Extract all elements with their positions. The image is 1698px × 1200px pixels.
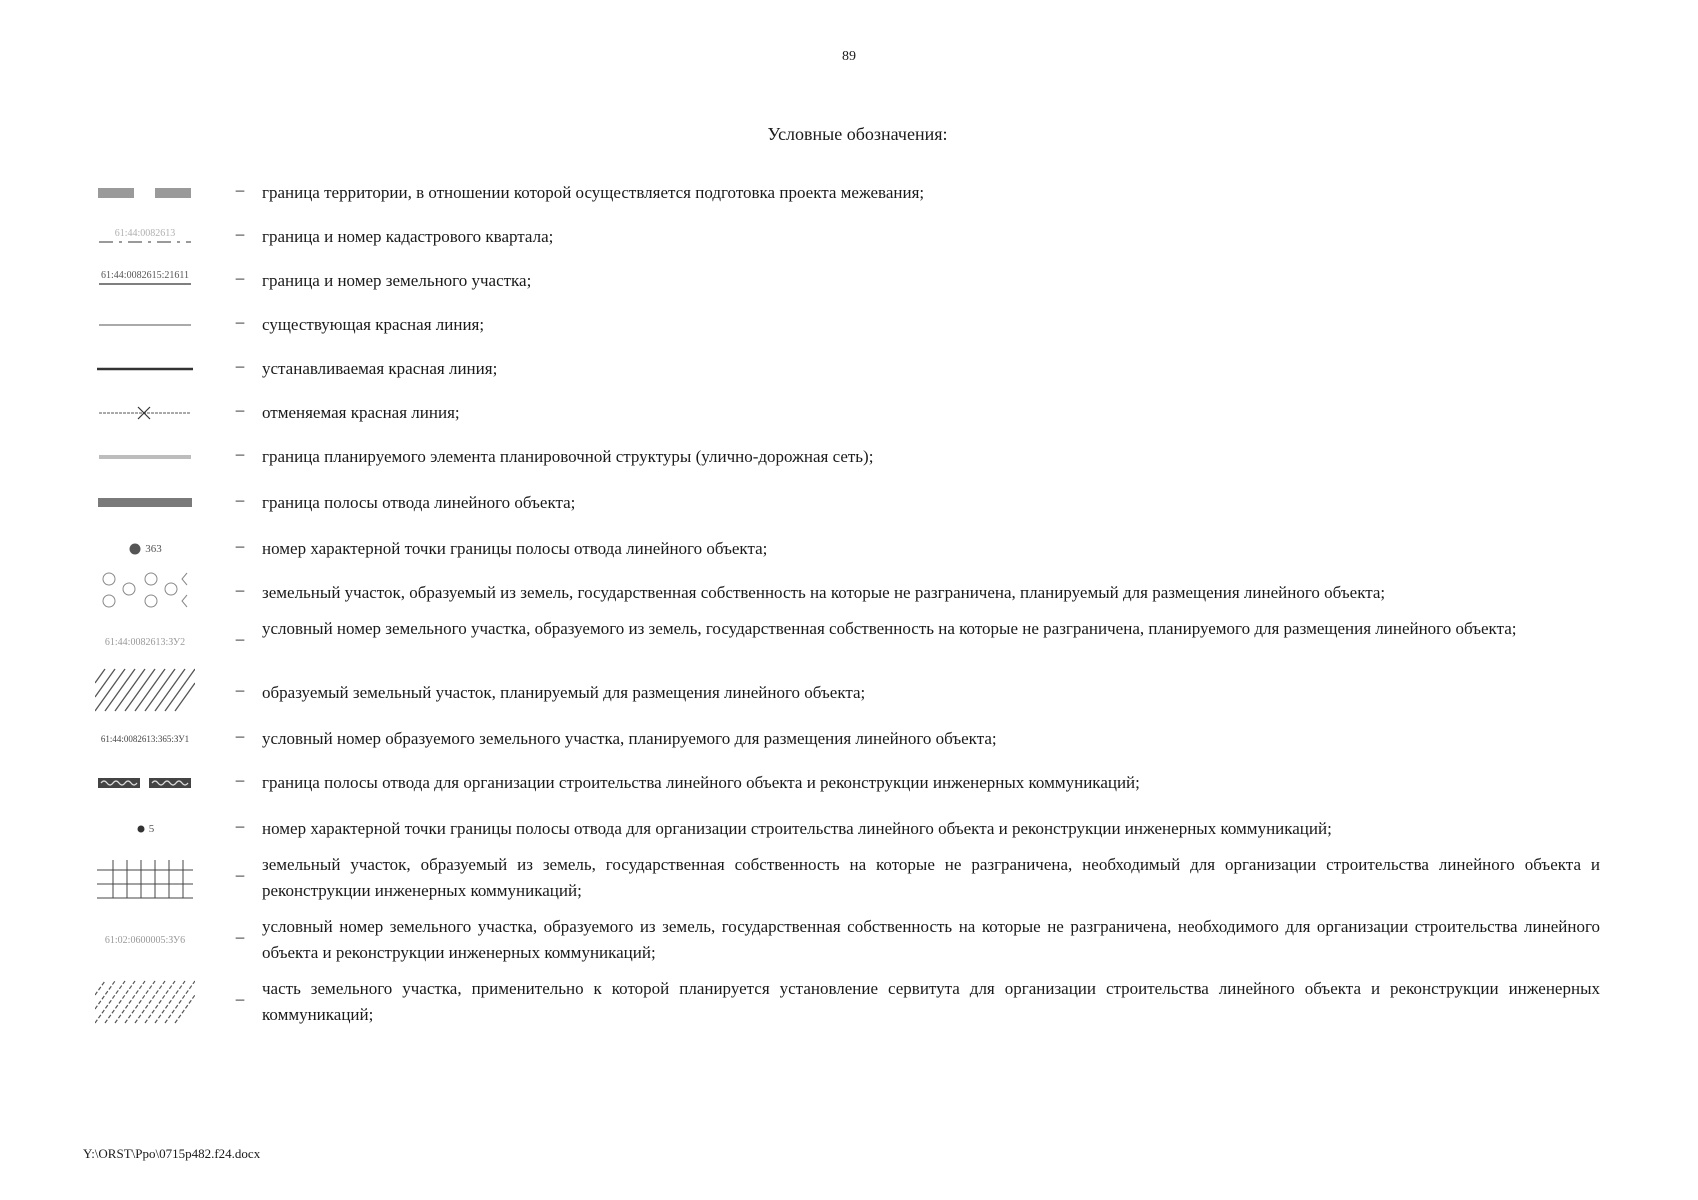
page-number: 89 xyxy=(842,49,856,64)
symbol-conditional-number xyxy=(90,616,200,668)
symbol-grid-pattern xyxy=(90,852,200,904)
file-path-footer: Y:\ORST\Ppo\0715p482.f24.docx xyxy=(83,1146,261,1161)
construction-point-number: 5 xyxy=(148,823,155,835)
legend-item-cadastral-quarter xyxy=(90,224,1610,250)
dash: – xyxy=(235,356,245,375)
conditional-number-formed-label: 61:44:0082613:365:ЗУ1 xyxy=(100,734,190,744)
symbol-dashed-thick-boundary xyxy=(90,180,200,206)
legend-text: номер характерной точки границы полосы отвода для организации строительства линейного объекта и реконструкции инженерных коммуникаций; xyxy=(262,819,1332,838)
legend-text: граница и номер земельного участка; xyxy=(262,271,532,290)
symbol-conditional-number-formed xyxy=(90,726,200,752)
dash: – xyxy=(235,224,245,243)
symbol-dashed-hatch xyxy=(90,976,200,1028)
legend-text: образуемый земельный участок, планируемый для размещения линейного объекта; xyxy=(262,683,866,702)
legend-text: граница и номер кадастрового квартала; xyxy=(262,227,554,246)
conditional-number-label: 61:44:0082613:ЗУ2 xyxy=(104,636,186,648)
conditional-number-construction-label: 61:02:0600005:ЗУ6 xyxy=(104,934,186,946)
legend-text: отменяемая красная линия; xyxy=(262,403,460,422)
legend-text: условный номер образуемого земельного участка, планируемого для размещения линейного объекта; xyxy=(262,729,997,748)
symbol-conditional-number-construction xyxy=(90,914,200,966)
dash: – xyxy=(235,490,245,509)
legend-item-existing-red-line xyxy=(90,312,1610,338)
symbol-construction-boundary xyxy=(90,770,200,796)
legend-item-established-red-line xyxy=(90,356,1610,382)
cadastral-quarter-label: 61:44:0082613 xyxy=(114,227,176,239)
legend-text: часть земельного участка, применительно к которой планируется установление сервитута для организации строительства линейного объекта и реконструкции инженерных коммуникаций; xyxy=(262,979,1600,1024)
legend-text: граница полосы отвода для организации строительства линейного объекта и реконструкции инженерных коммуникаций; xyxy=(262,773,1140,792)
legend-text: номер характерной точки границы полосы отвода линейного объекта; xyxy=(262,539,768,558)
dash: – xyxy=(235,816,245,835)
legend-item-state-land-plot xyxy=(90,580,1610,606)
legend-item-characteristic-point xyxy=(90,536,1610,562)
dash: – xyxy=(235,680,245,699)
symbol-right-of-way-boundary xyxy=(90,490,200,516)
dash: – xyxy=(235,927,245,946)
symbol-diagonal-hatch xyxy=(90,666,200,714)
dash: – xyxy=(235,536,245,555)
symbol-established-red-line xyxy=(90,356,200,382)
legend-item-servitude-part xyxy=(90,976,1610,1028)
legend-text: земельный участок, образуемый из земель, государственная собственность на которые не разграничена, планируемый для размещения линейного объекта; xyxy=(262,583,1386,602)
legend-text: условный номер земельного участка, образуемого из земель, государственная собственность на которые не разграничена, необходимого для организации строительства линейного объекта и реконструкции инженерных коммуникаций; xyxy=(262,917,1600,962)
legend-item-construction-state-plot xyxy=(90,852,1610,904)
dash: – xyxy=(235,580,245,599)
legend-text: существующая красная линия; xyxy=(262,315,485,334)
legend-text: граница полосы отвода линейного объекта; xyxy=(262,493,576,512)
legend-text: граница территории, в отношении которой осуществляется подготовка проекта межевания; xyxy=(262,183,925,202)
legend-text: устанавливаемая красная линия; xyxy=(262,359,498,378)
legend-text: земельный участок, образуемый из земель, государственная собственность на которые не разграничена, необходимый для организации строительства линейного объекта и реконструкции инженерных коммуникаций; xyxy=(262,855,1600,900)
legend-text: граница планируемого элемента планировочной структуры (улично-дорожная сеть); xyxy=(262,447,874,466)
legend-item-conditional-number-construction-plot xyxy=(90,914,1610,966)
land-plot-label: 61:44:0082615:21611 xyxy=(101,269,189,281)
symbol-construction-point xyxy=(90,816,200,842)
dash: – xyxy=(235,629,245,648)
dash: – xyxy=(235,312,245,331)
legend-item-cancelled-red-line xyxy=(90,400,1610,426)
legend-item-land-plot xyxy=(90,268,1610,294)
symbol-cancelled-red-line xyxy=(90,400,200,426)
symbol-planning-structure-boundary xyxy=(90,444,200,470)
legend-item-formed-land-plot xyxy=(90,680,1610,706)
legend-item-planning-structure-boundary xyxy=(90,444,1610,470)
legend-item-construction-boundary xyxy=(90,770,1610,796)
symbol-cadastral-quarter xyxy=(90,218,200,254)
symbol-existing-red-line xyxy=(90,312,200,338)
legend-item-conditional-number-formed-plot xyxy=(90,726,1610,752)
characteristic-point-number: 363 xyxy=(145,543,162,555)
legend-item-project-boundary xyxy=(90,180,1610,206)
legend-item-conditional-number-state-plot xyxy=(90,616,1610,668)
dash: – xyxy=(235,989,245,1008)
legend-text: условный номер земельного участка, образуемого из земель, государственная собственность на которые не разграничена, планируемого для размещения линейного объекта; xyxy=(262,619,1517,638)
dash: – xyxy=(235,180,245,199)
legend-item-right-of-way-boundary xyxy=(90,490,1610,516)
dash: – xyxy=(235,444,245,463)
page-title: Условные обозначения: xyxy=(767,124,948,144)
dash: – xyxy=(235,268,245,287)
dash: – xyxy=(235,400,245,419)
dash: – xyxy=(235,865,245,884)
legend-item-construction-point xyxy=(90,816,1610,842)
dash: – xyxy=(235,726,245,745)
symbol-characteristic-point xyxy=(90,536,200,562)
symbol-hexagon-pattern xyxy=(90,566,200,614)
symbol-land-plot xyxy=(90,260,200,296)
dash: – xyxy=(235,770,245,789)
